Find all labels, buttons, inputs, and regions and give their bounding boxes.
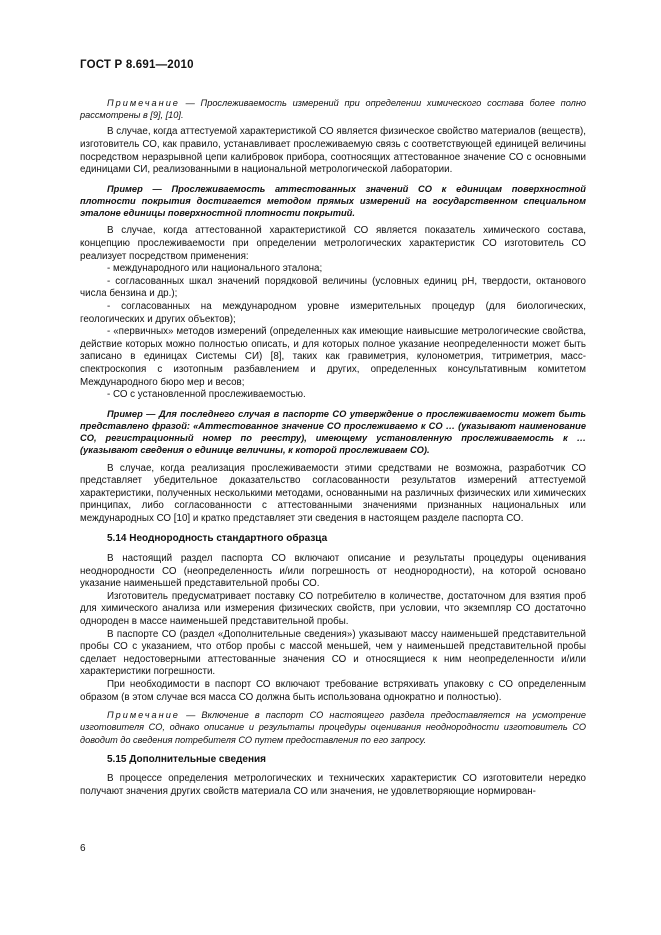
section-number: 5.14 bbox=[107, 533, 127, 545]
example-passport-statement bbox=[80, 408, 586, 457]
paragraph-minimum-sample: В паспорте СО (раздел «Дополнительные сведения») указывают массу наименьшей представительной пробы СО с указанием, что отбор пробы с массой меньшей, чем у наименьшей представительной пробы сделает недостоверными аттестованные значения СО и относящиеся к ним неопределенности и/или характеристики погрешности. bbox=[80, 628, 586, 678]
list-item: - «первичных» методов измерений (определенных как имеющие наивысшие метрологические свойства, действие которых можно полностью описать, и для которых полное указание неопределенности может быть записано в единицах Системы СИ) [8], таких как гравиметрия, кулонометрия, титриметрия, масс-спектроскопия с изотопным разбавлением и других, определенных консультативным комитетом Международного бюро мер и весов; bbox=[80, 326, 586, 388]
section-heading-5-15 bbox=[80, 754, 586, 767]
note-label: Примечание bbox=[107, 98, 180, 108]
paragraph-manufacturer-supply: Изготовитель предусматривает поставку СО потребителю в количестве, достаточном для взятия проб для химического анализа или измерения физических свойств, при условии, что экземпляр СО достаточно однороден в массе наименьшей представительной пробы. bbox=[80, 590, 586, 628]
note-text: — Включение в паспорт СО настоящего раздела предоставляется на усмотрение изготовителя СО, однако описание и результаты процедуры оценивания неоднородности изготовитель СО доводит до сведения потребителя СО путем предоставления по его запросу. bbox=[80, 710, 586, 745]
paragraph-chemical-composition: В случае, когда аттестованной характеристикой СО является показатель химического состава, концепцию прослеживаемости при определении метрологических характеристик СО изготовитель СО реализует посредством применения: bbox=[80, 225, 586, 262]
page-number: 6 bbox=[80, 843, 86, 854]
note-label: Примечание bbox=[107, 710, 180, 721]
section-title: Неоднородность стандартного образца bbox=[129, 533, 328, 545]
section-number: 5.15 bbox=[107, 753, 127, 765]
paragraph-alternative-evidence: В случае, когда реализация прослеживаемости этими средствами не возможна, разработчик СО представляет убедительное доказательство согласованности результатов измерений аттестуемой характеристики, полученных несколькими методами, основанными на различных физических или химических принципах, либо согласованности с аттестованными значениями признанных национальных или международных СО [10] и кратко представляет эти сведения в настоящем разделе паспорта СО. bbox=[80, 462, 586, 524]
list-item: - согласованных шкал значений порядковой величины (условных единиц pH, твердости, октанового числа бензина и др.); bbox=[80, 275, 586, 300]
paragraph-physical-property: В случае, когда аттестуемой характеристикой СО является физическое свойство материалов (веществ), изготовитель СО, как правило, устанавливает прослеживаемую связь с соответствующей единицей величины посредством неразрывной цепи калибровок прибора, соотносящих аттестованное значение СО с основными единицами СИ, реализованными в национальной метрологической лаборатории. bbox=[80, 126, 586, 176]
paragraph-shaking-requirement: При необходимости в паспорт СО включают требование встряхивать упаковку с СО определенным образом (в этом случае вся масса СО должна быть использована однократно и полностью). bbox=[80, 679, 586, 703]
list-item: - согласованных на международном уровне измерительных процедур (для биологических, геологических и других объектов); bbox=[80, 300, 586, 325]
list-item: - СО с установленной прослеживаемостью. bbox=[107, 389, 306, 401]
example-tail: (указывают сведения о единице величины, к которой прослеживаем СО). bbox=[80, 445, 430, 456]
section-heading-5-14 bbox=[80, 533, 586, 546]
paragraph-additional-info: В процессе определения метрологических и технических характеристик СО изготовители нередко получают значения других свойств материала СО или значения, не удовлетворяющие нормирован- bbox=[80, 773, 586, 797]
note-inhomogeneity bbox=[80, 709, 586, 746]
page-content bbox=[80, 92, 586, 799]
note-text: — Прослеживаемость измерений при определении химического состава более полно рассмотрены в [9], [10]. bbox=[80, 98, 586, 121]
example-lead: Пример — Для последнего случая в паспорте СО утверждение о прослеживаемости может быть представлено фразой: «Аттестованное значение СО прослеживаемо к СО … bbox=[80, 408, 586, 431]
note-traceability bbox=[80, 97, 586, 121]
example-surface-density: Пример — Прослеживаемость аттестованных значений СО к единицам поверхностной плотности покрытия достигается методом прямых измерений на государственном специальном эталоне единицы поверхностной плотности покрытий. bbox=[80, 183, 586, 219]
paragraph-inhomogeneity-description: В настоящий раздел паспорта СО включают описание и результаты процедуры оценивания неоднородности СО (неопределенность и/или погрешность от неоднородности), на которой основано указание наименьшей представительной пробы СО. bbox=[80, 553, 586, 590]
list-item: - международного или национального эталона; bbox=[107, 263, 323, 275]
document-header: ГОСТ Р 8.691—2010 bbox=[80, 59, 194, 71]
example-rest: (указывают наименование СО, регистрационный номер по реестру), имеющему установленную прослеживаемость к … bbox=[80, 420, 586, 444]
section-title: Дополнительные сведения bbox=[129, 753, 266, 765]
